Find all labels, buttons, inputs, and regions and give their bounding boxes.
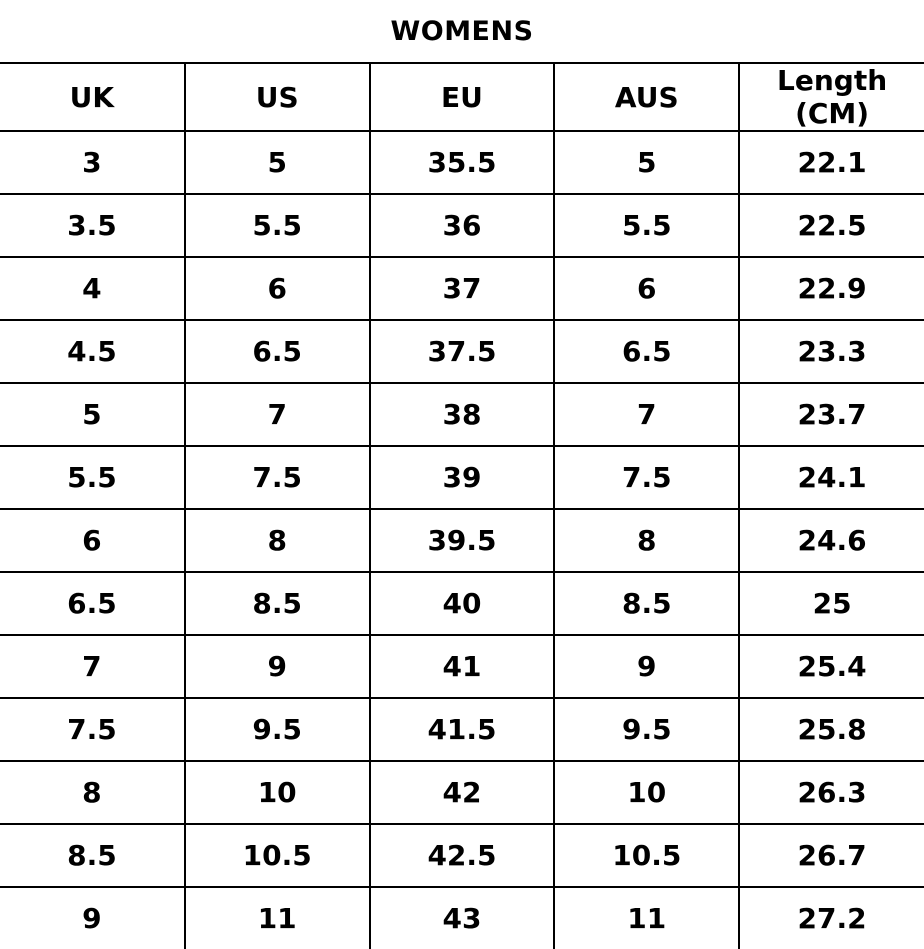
cell-aus: 7.5 xyxy=(554,446,739,509)
table-row xyxy=(0,509,924,572)
table-row xyxy=(0,572,924,635)
cell-uk: 8.5 xyxy=(0,824,185,887)
cell-uk: 9 xyxy=(0,887,185,949)
cell-length: 22.5 xyxy=(739,194,924,257)
table-row xyxy=(0,446,924,509)
cell-us: 6 xyxy=(185,257,370,320)
table-row xyxy=(0,824,924,887)
cell-aus: 9 xyxy=(554,635,739,698)
cell-us: 9 xyxy=(185,635,370,698)
cell-eu: 37 xyxy=(370,257,555,320)
cell-us: 8 xyxy=(185,509,370,572)
cell-length: 24.6 xyxy=(739,509,924,572)
cell-length: 23.7 xyxy=(739,383,924,446)
cell-us: 7 xyxy=(185,383,370,446)
column-header-eu: EU xyxy=(370,63,555,131)
cell-eu: 42 xyxy=(370,761,555,824)
column-header-us: US xyxy=(185,63,370,131)
cell-uk: 3 xyxy=(0,131,185,194)
cell-eu: 41.5 xyxy=(370,698,555,761)
cell-eu: 42.5 xyxy=(370,824,555,887)
cell-uk: 5 xyxy=(0,383,185,446)
table-row xyxy=(0,887,924,949)
column-header-uk: UK xyxy=(0,63,185,131)
table-row xyxy=(0,383,924,446)
cell-aus: 10.5 xyxy=(554,824,739,887)
cell-aus: 11 xyxy=(554,887,739,949)
column-header-length-cm: Length (CM) xyxy=(739,63,924,131)
cell-length: 24.1 xyxy=(739,446,924,509)
cell-length: 23.3 xyxy=(739,320,924,383)
table-row xyxy=(0,698,924,761)
cell-length: 25 xyxy=(739,572,924,635)
cell-aus: 7 xyxy=(554,383,739,446)
table-row xyxy=(0,635,924,698)
cell-eu: 41 xyxy=(370,635,555,698)
cell-uk: 6 xyxy=(0,509,185,572)
cell-us: 5.5 xyxy=(185,194,370,257)
cell-uk: 4 xyxy=(0,257,185,320)
page-title: WOMENS xyxy=(0,0,924,63)
cell-eu: 36 xyxy=(370,194,555,257)
cell-uk: 8 xyxy=(0,761,185,824)
cell-length: 22.1 xyxy=(739,131,924,194)
cell-length: 27.2 xyxy=(739,887,924,949)
cell-us: 8.5 xyxy=(185,572,370,635)
cell-us: 5 xyxy=(185,131,370,194)
cell-eu: 39 xyxy=(370,446,555,509)
cell-uk: 5.5 xyxy=(0,446,185,509)
table-row xyxy=(0,194,924,257)
cell-eu: 40 xyxy=(370,572,555,635)
cell-us: 7.5 xyxy=(185,446,370,509)
cell-aus: 6.5 xyxy=(554,320,739,383)
table-row xyxy=(0,131,924,194)
cell-uk: 7 xyxy=(0,635,185,698)
cell-aus: 6 xyxy=(554,257,739,320)
cell-us: 10 xyxy=(185,761,370,824)
cell-eu: 39.5 xyxy=(370,509,555,572)
cell-aus: 5.5 xyxy=(554,194,739,257)
cell-length: 26.3 xyxy=(739,761,924,824)
table-header-row xyxy=(0,63,924,131)
table-row xyxy=(0,761,924,824)
cell-us: 9.5 xyxy=(185,698,370,761)
cell-eu: 38 xyxy=(370,383,555,446)
cell-length: 26.7 xyxy=(739,824,924,887)
cell-eu: 35.5 xyxy=(370,131,555,194)
cell-us: 6.5 xyxy=(185,320,370,383)
column-header-aus: AUS xyxy=(554,63,739,131)
cell-aus: 8.5 xyxy=(554,572,739,635)
cell-aus: 9.5 xyxy=(554,698,739,761)
table-row xyxy=(0,257,924,320)
title-row xyxy=(0,0,924,63)
cell-length: 22.9 xyxy=(739,257,924,320)
cell-uk: 7.5 xyxy=(0,698,185,761)
cell-uk: 4.5 xyxy=(0,320,185,383)
cell-eu: 37.5 xyxy=(370,320,555,383)
cell-uk: 3.5 xyxy=(0,194,185,257)
cell-us: 11 xyxy=(185,887,370,949)
cell-eu: 43 xyxy=(370,887,555,949)
cell-length: 25.8 xyxy=(739,698,924,761)
cell-uk: 6.5 xyxy=(0,572,185,635)
cell-length: 25.4 xyxy=(739,635,924,698)
cell-us: 10.5 xyxy=(185,824,370,887)
cell-aus: 5 xyxy=(554,131,739,194)
table-row xyxy=(0,320,924,383)
cell-aus: 10 xyxy=(554,761,739,824)
cell-aus: 8 xyxy=(554,509,739,572)
